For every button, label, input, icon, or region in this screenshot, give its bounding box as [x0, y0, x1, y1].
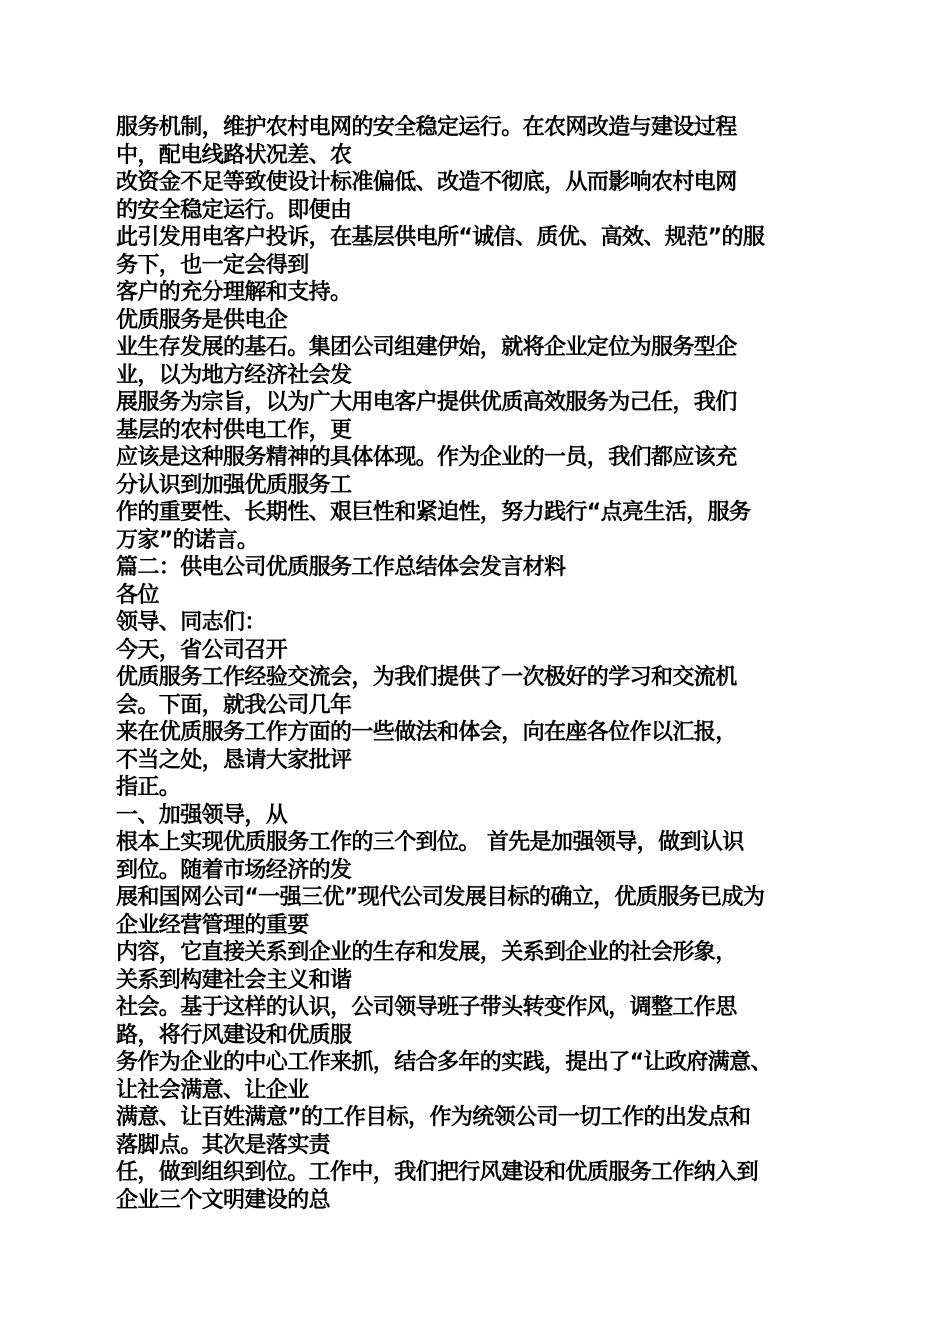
- document-body: [116, 114, 840, 1214]
- text-line: 落脚点。其次是落实责: [116, 1132, 331, 1158]
- text-line: 篇二：供电公司优质服务工作总结体会发言材料: [116, 555, 566, 580]
- text-line: 服务机制，维护农村电网的安全稳定运行。在农网改造与建设过程: [116, 115, 737, 140]
- text-line: 企业三个文明建设的总: [116, 1187, 331, 1213]
- text-line: 关系到构建社会主义和谐: [116, 967, 352, 993]
- text-line: 到位。随着市场经济的发: [116, 857, 352, 883]
- text-line: 任，做到组织到位。工作中，我们把行风建设和优质服务工作纳入到: [116, 1160, 759, 1185]
- text-line: 展服务为宗旨，以为广大用电客户提供优质高效服务为己任，我们: [116, 390, 737, 415]
- text-line: 基层的农村供电工作，更: [116, 417, 352, 443]
- text-line: 优质服务工作经验交流会，为我们提供了一次极好的学习和交流机: [116, 665, 737, 690]
- text-line: 各位: [116, 582, 159, 608]
- text-line: 改资金不足等致使设计标准偏低、改造不彻底，从而影响农村电网: [116, 170, 737, 195]
- text-line: 满意、让百姓满意”的工作目标，作为统领公司一切工作的出发点和: [116, 1105, 751, 1130]
- text-line: 路，将行风建设和优质服: [116, 1022, 352, 1048]
- text-line: 务作为企业的中心工作来抓，结合多年的实践，提出了“让政府满意、: [116, 1050, 772, 1075]
- text-line: 业生存发展的基石。集团公司组建伊始，就将企业定位为服务型企: [116, 335, 737, 360]
- text-line: 中，配电线路状况差、农: [116, 142, 352, 168]
- text-line: 优质服务是供电企: [116, 307, 288, 333]
- text-line: 业，以为地方经济社会发: [116, 362, 352, 388]
- text-line: 一、加强领导，从: [116, 802, 288, 828]
- text-line: 的安全稳定运行。即便由: [116, 197, 352, 223]
- text-line: 不当之处，恳请大家批评: [116, 747, 352, 773]
- text-line: 万家”的诺言。: [116, 527, 259, 553]
- text-line: 企业经营管理的重要: [116, 912, 309, 938]
- text-line: 客户的充分理解和支持。: [116, 280, 352, 305]
- text-line: 务下，也一定会得到: [116, 252, 309, 278]
- text-line: 来在优质服务工作方面的一些做法和体会，向在座各位作以汇报，: [116, 720, 737, 745]
- text-line: 领导、同志们：: [116, 610, 266, 635]
- text-line: 今天，省公司召开: [116, 637, 288, 663]
- text-line: 分认识到加强优质服务工: [116, 472, 352, 498]
- text-line: 展和国网公司“一强三优”现代公司发展目标的确立，优质服务已成为: [116, 885, 765, 910]
- text-line: 内容，它直接关系到企业的生存和发展，关系到企业的社会形象，: [116, 940, 737, 965]
- text-line: 会。下面，就我公司几年: [116, 692, 352, 718]
- text-line: 根本上实现优质服务工作的三个到位。 首先是加强领导，做到认识: [116, 830, 744, 855]
- text-line: 让社会满意、让企业: [116, 1077, 309, 1103]
- text-line: 作的重要性、长期性、艰巨性和紧迫性，努力践行“点亮生活，服务: [116, 500, 751, 525]
- text-line: 指正。: [116, 775, 181, 800]
- text-line: 社会。基于这样的认识，公司领导班子带头转变作风，调整工作思: [116, 995, 737, 1020]
- text-line: 此引发用电客户投诉，在基层供电所“诚信、质优、高效、规范”的服: [116, 225, 765, 250]
- text-line: 应该是这种服务精神的具体体现。作为企业的一员，我们都应该充: [116, 445, 737, 470]
